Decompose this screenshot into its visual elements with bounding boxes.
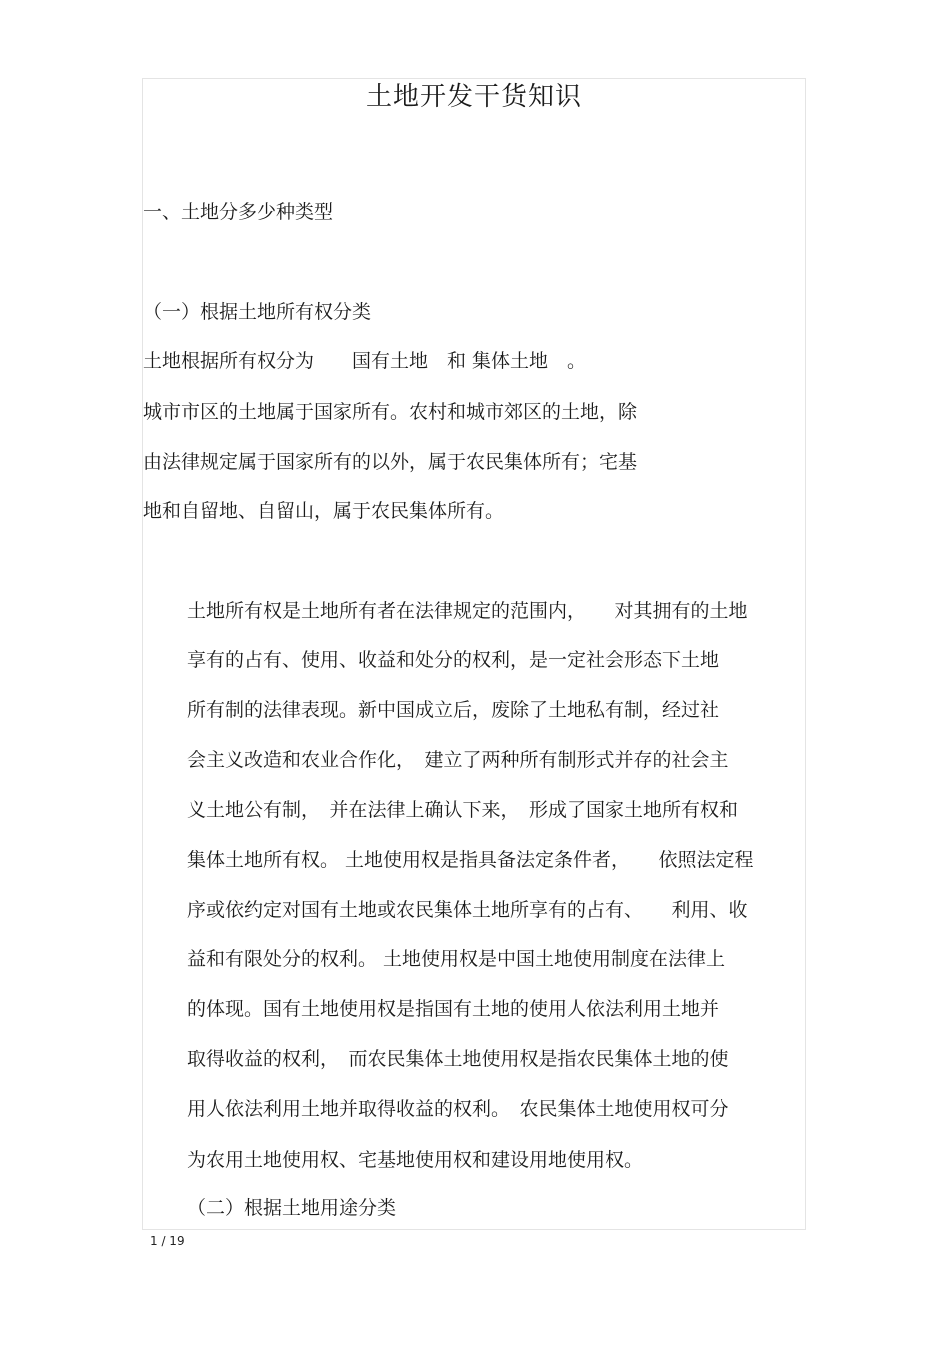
- paragraph-line: 取得收益的权利， 而农民集体土地使用权是指农民集体土地的使: [187, 1048, 729, 1070]
- paragraph-line: 的体现。国有土地使用权是指国有土地的使用人依法利用土地并: [187, 998, 720, 1020]
- subsection-heading: （一）根据土地所有权分类: [143, 301, 372, 323]
- text-line: 城市市区的土地属于国家所有。农村和城市郊区的土地，除: [143, 401, 638, 423]
- paragraph-line: 益和有限处分的权利。 土地使用权是中国土地使用制度在法律上: [187, 948, 726, 970]
- text-line: 由法律规定属于国家所有的以外，属于农民集体所有；宅基: [143, 451, 638, 473]
- paragraph-line: 集体土地所有权。 土地使用权是指具备法定条件者， 依照法定程: [187, 849, 754, 871]
- paragraph-line: 会主义改造和农业合作化， 建立了两种所有制形式并存的社会主: [187, 749, 729, 771]
- section-heading: 一、土地分多少种类型: [143, 201, 334, 223]
- subsection-heading: （二）根据土地用途分类: [187, 1197, 397, 1219]
- paragraph-line: 为农用土地使用权、宅基地使用权和建设用地使用权。: [187, 1149, 644, 1171]
- text-line: 土地根据所有权分为 国有土地 和 集体土地 。: [143, 350, 587, 372]
- page-number: 1 / 19: [150, 1234, 185, 1248]
- paragraph-line: 所有制的法律表现。新中国成立后，废除了土地私有制，经过社: [187, 699, 720, 721]
- paragraph-line: 土地所有权是土地所有者在法律规定的范围内， 对其拥有的土地: [187, 600, 748, 622]
- paragraph-line: 义土地公有制， 并在法律上确认下来， 形成了国家土地所有权和: [187, 799, 739, 821]
- paragraph-line: 用人依法利用土地并取得收益的权利。 农民集体土地使用权可分: [187, 1098, 729, 1120]
- paragraph-line: 享有的占有、使用、收益和处分的权利，是一定社会形态下土地: [187, 649, 720, 671]
- paragraph-line: 序或依约定对国有土地或农民集体土地所享有的占有、 利用、收: [187, 899, 748, 921]
- document-title: 土地开发干货知识: [365, 82, 582, 112]
- text-line: 地和自留地、自留山，属于农民集体所有。: [143, 500, 505, 522]
